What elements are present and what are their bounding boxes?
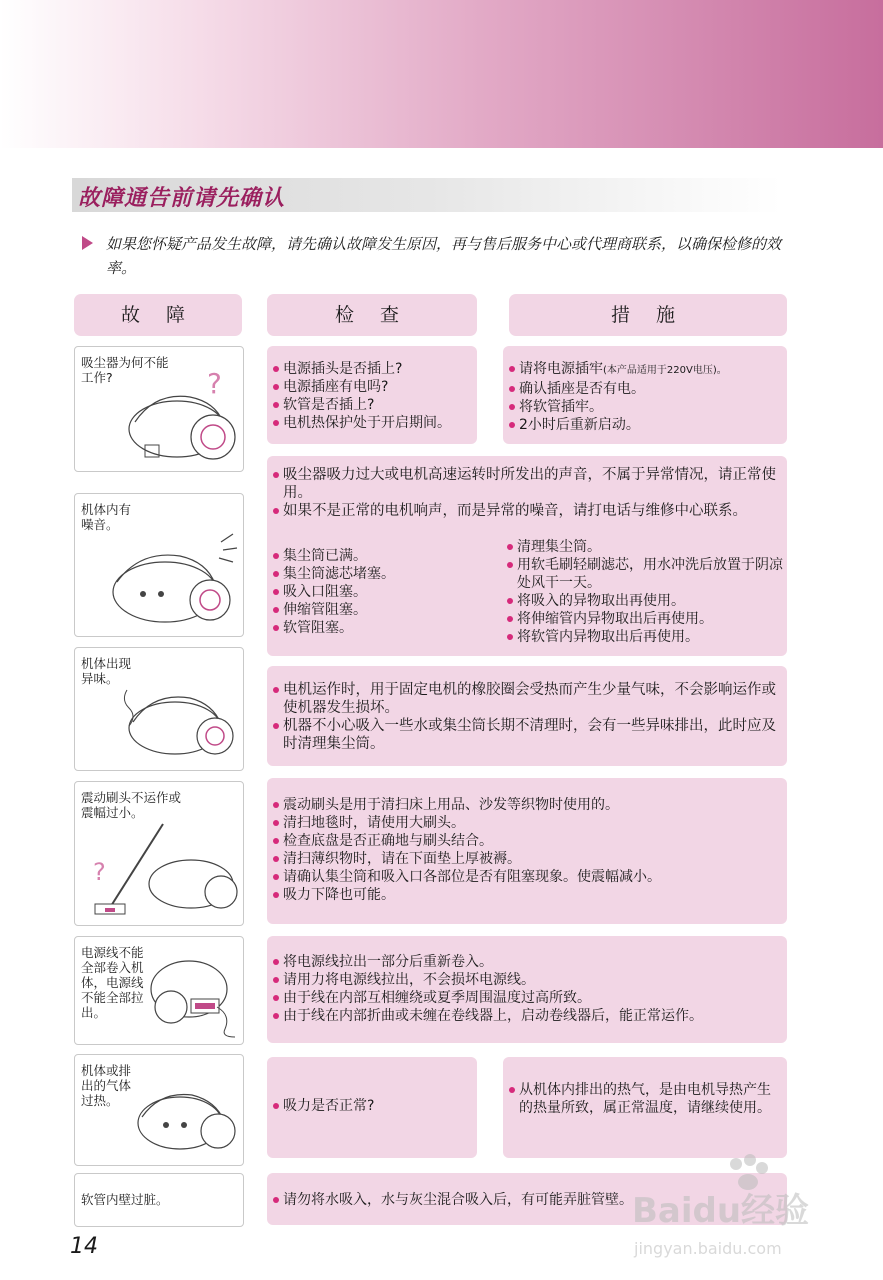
- watermark-brand: Baidu经验: [632, 1191, 810, 1231]
- cord-card: [267, 936, 787, 1043]
- cord-vacuum-illustration: [145, 943, 241, 1039]
- measure-item: 清理集尘筒。: [505, 538, 783, 556]
- page-number: 14: [70, 1234, 98, 1259]
- note-item: 清扫薄织物时，请在下面垫上厚被褥。: [271, 850, 783, 868]
- check-item: 软管是否插上?: [271, 396, 476, 414]
- check-item: 吸力是否正常?: [271, 1097, 476, 1115]
- noisy-vacuum-illustration: [95, 522, 240, 632]
- fault-card: [74, 781, 244, 926]
- note-item: 机器不小心吸入一些水或集尘筒长期不清理时，会有一些异味排出，此时应及时清理集尘筒。: [271, 717, 783, 753]
- fault-label: 吸尘器为何不能工作?: [81, 355, 169, 385]
- measure-text: 请将电源插牢: [519, 361, 603, 377]
- fault-label: 机体内有噪音。: [81, 502, 132, 532]
- note-item: 吸尘器吸力过大或电机高速运转时所发出的声音，不属于异常情况，请正常使用。: [271, 466, 783, 502]
- measure-item: 从机体内排出的热气，是由电机导热产生的热量所致，属正常温度，请继续使用。: [507, 1081, 783, 1117]
- fault-card: [74, 936, 244, 1045]
- fault-label: 震动刷头不运作或震幅过小。: [81, 790, 182, 820]
- measure-card: [503, 346, 787, 444]
- measure-item: 将吸入的异物取出再使用。: [505, 592, 783, 610]
- baidu-watermark: [632, 1150, 832, 1270]
- intro-text: 如果您怀疑产品发生故障，请先确认故障发生原因，再与售后服务中心或代理商联系，以确保检修的效率。: [106, 235, 782, 277]
- check-card: [267, 346, 477, 444]
- header-check: 检 查: [267, 294, 477, 336]
- fault-label: 机体或排出的气体过热。: [81, 1063, 132, 1108]
- check-item: 电机热保护处于开启期间。: [271, 414, 476, 432]
- measure-note: (本产品适用于220V电压)。: [603, 365, 727, 376]
- check-item: 电源插座有电吗?: [271, 378, 476, 396]
- vacuum-question-illustration: [115, 367, 240, 467]
- brush-vacuum-illustration: [83, 822, 241, 922]
- page-title: 故障通告前请先确认: [78, 186, 286, 211]
- fault-card: [74, 1173, 244, 1227]
- note-item: 由于线在内部折曲或未缠在卷线器上，启动卷线器后，能正常运作。: [271, 1007, 783, 1025]
- check-item: 集尘筒已满。: [271, 547, 496, 565]
- measure-item: 2小时后重新启动。: [507, 416, 785, 434]
- smell-card: [267, 666, 787, 766]
- note-item: 将电源线拉出一部分后重新卷入。: [271, 953, 783, 971]
- header-measure: 措 施: [509, 294, 787, 336]
- note-item: 请用力将电源线拉出，不会损坏电源线。: [271, 971, 783, 989]
- measure-item: 将软管插牢。: [507, 398, 785, 416]
- triangle-bullet-icon: [82, 236, 93, 250]
- note-item: 震动刷头是用于清扫床上用品、沙发等织物时使用的。: [271, 796, 783, 814]
- smell-vacuum-illustration: [115, 670, 240, 766]
- svg-text:?: ?: [93, 858, 106, 886]
- check-item: 软管阻塞。: [271, 619, 496, 637]
- note-item: 如果不是正常的电机响声，而是异常的噪音，请打电话与维修中心联系。: [271, 502, 783, 520]
- measure-item: 用软毛刷轻刷滤芯，用水冲洗后放置于阴凉处风干一天。: [505, 556, 783, 592]
- fault-card: [74, 346, 244, 472]
- note-item: 请确认集尘筒和吸入口各部位是否有阻塞现象。使震幅减小。: [271, 868, 783, 886]
- check-item: 电源插头是否插上?: [271, 360, 476, 378]
- brush-card: [267, 778, 787, 924]
- note-item: 由于线在内部互相缠绕或夏季周围温度过高所致。: [271, 989, 783, 1007]
- fault-label: 软管内壁过脏。: [81, 1192, 169, 1207]
- fault-label: 电源线不能全部卷入机体，电源线不能全部拉出。: [81, 945, 144, 1020]
- check-card: [267, 1057, 477, 1158]
- note-item: 吸力下降也可能。: [271, 886, 783, 904]
- check-item: 伸缩管阻塞。: [271, 601, 496, 619]
- measure-item: 确认插座是否有电。: [507, 380, 785, 398]
- note-item: 清扫地毯时，请使用大刷头。: [271, 814, 783, 832]
- noise-card: [267, 456, 787, 656]
- hot-vacuum-illustration: [130, 1073, 240, 1163]
- header-fault: 故 障: [74, 294, 242, 336]
- watermark-url: jingyan.baidu.com: [634, 1239, 782, 1258]
- fault-label: 机体出现异味。: [81, 656, 132, 686]
- fault-card: [74, 493, 244, 637]
- note-item: 检查底盘是否正确地与刷头结合。: [271, 832, 783, 850]
- measure-item: [507, 360, 785, 380]
- measure-card: [503, 1057, 787, 1158]
- header-banner: [0, 0, 883, 148]
- fault-card: [74, 1054, 244, 1166]
- check-item: 集尘筒滤芯堵塞。: [271, 565, 496, 583]
- check-item: 吸入口阻塞。: [271, 583, 496, 601]
- note-item: 电机运作时，用于固定电机的橡胶圈会受热而产生少量气味，不会影响运作或使机器发生损坏。: [271, 681, 783, 717]
- note-item: 请勿将水吸入，水与灰尘混合吸入后，有可能弄脏管壁。: [271, 1191, 783, 1209]
- measure-item: 将软管内异物取出后再使用。: [505, 628, 783, 646]
- svg-text:?: ?: [207, 367, 222, 400]
- measure-item: 将伸缩管内异物取出后再使用。: [505, 610, 783, 628]
- fault-card: [74, 647, 244, 771]
